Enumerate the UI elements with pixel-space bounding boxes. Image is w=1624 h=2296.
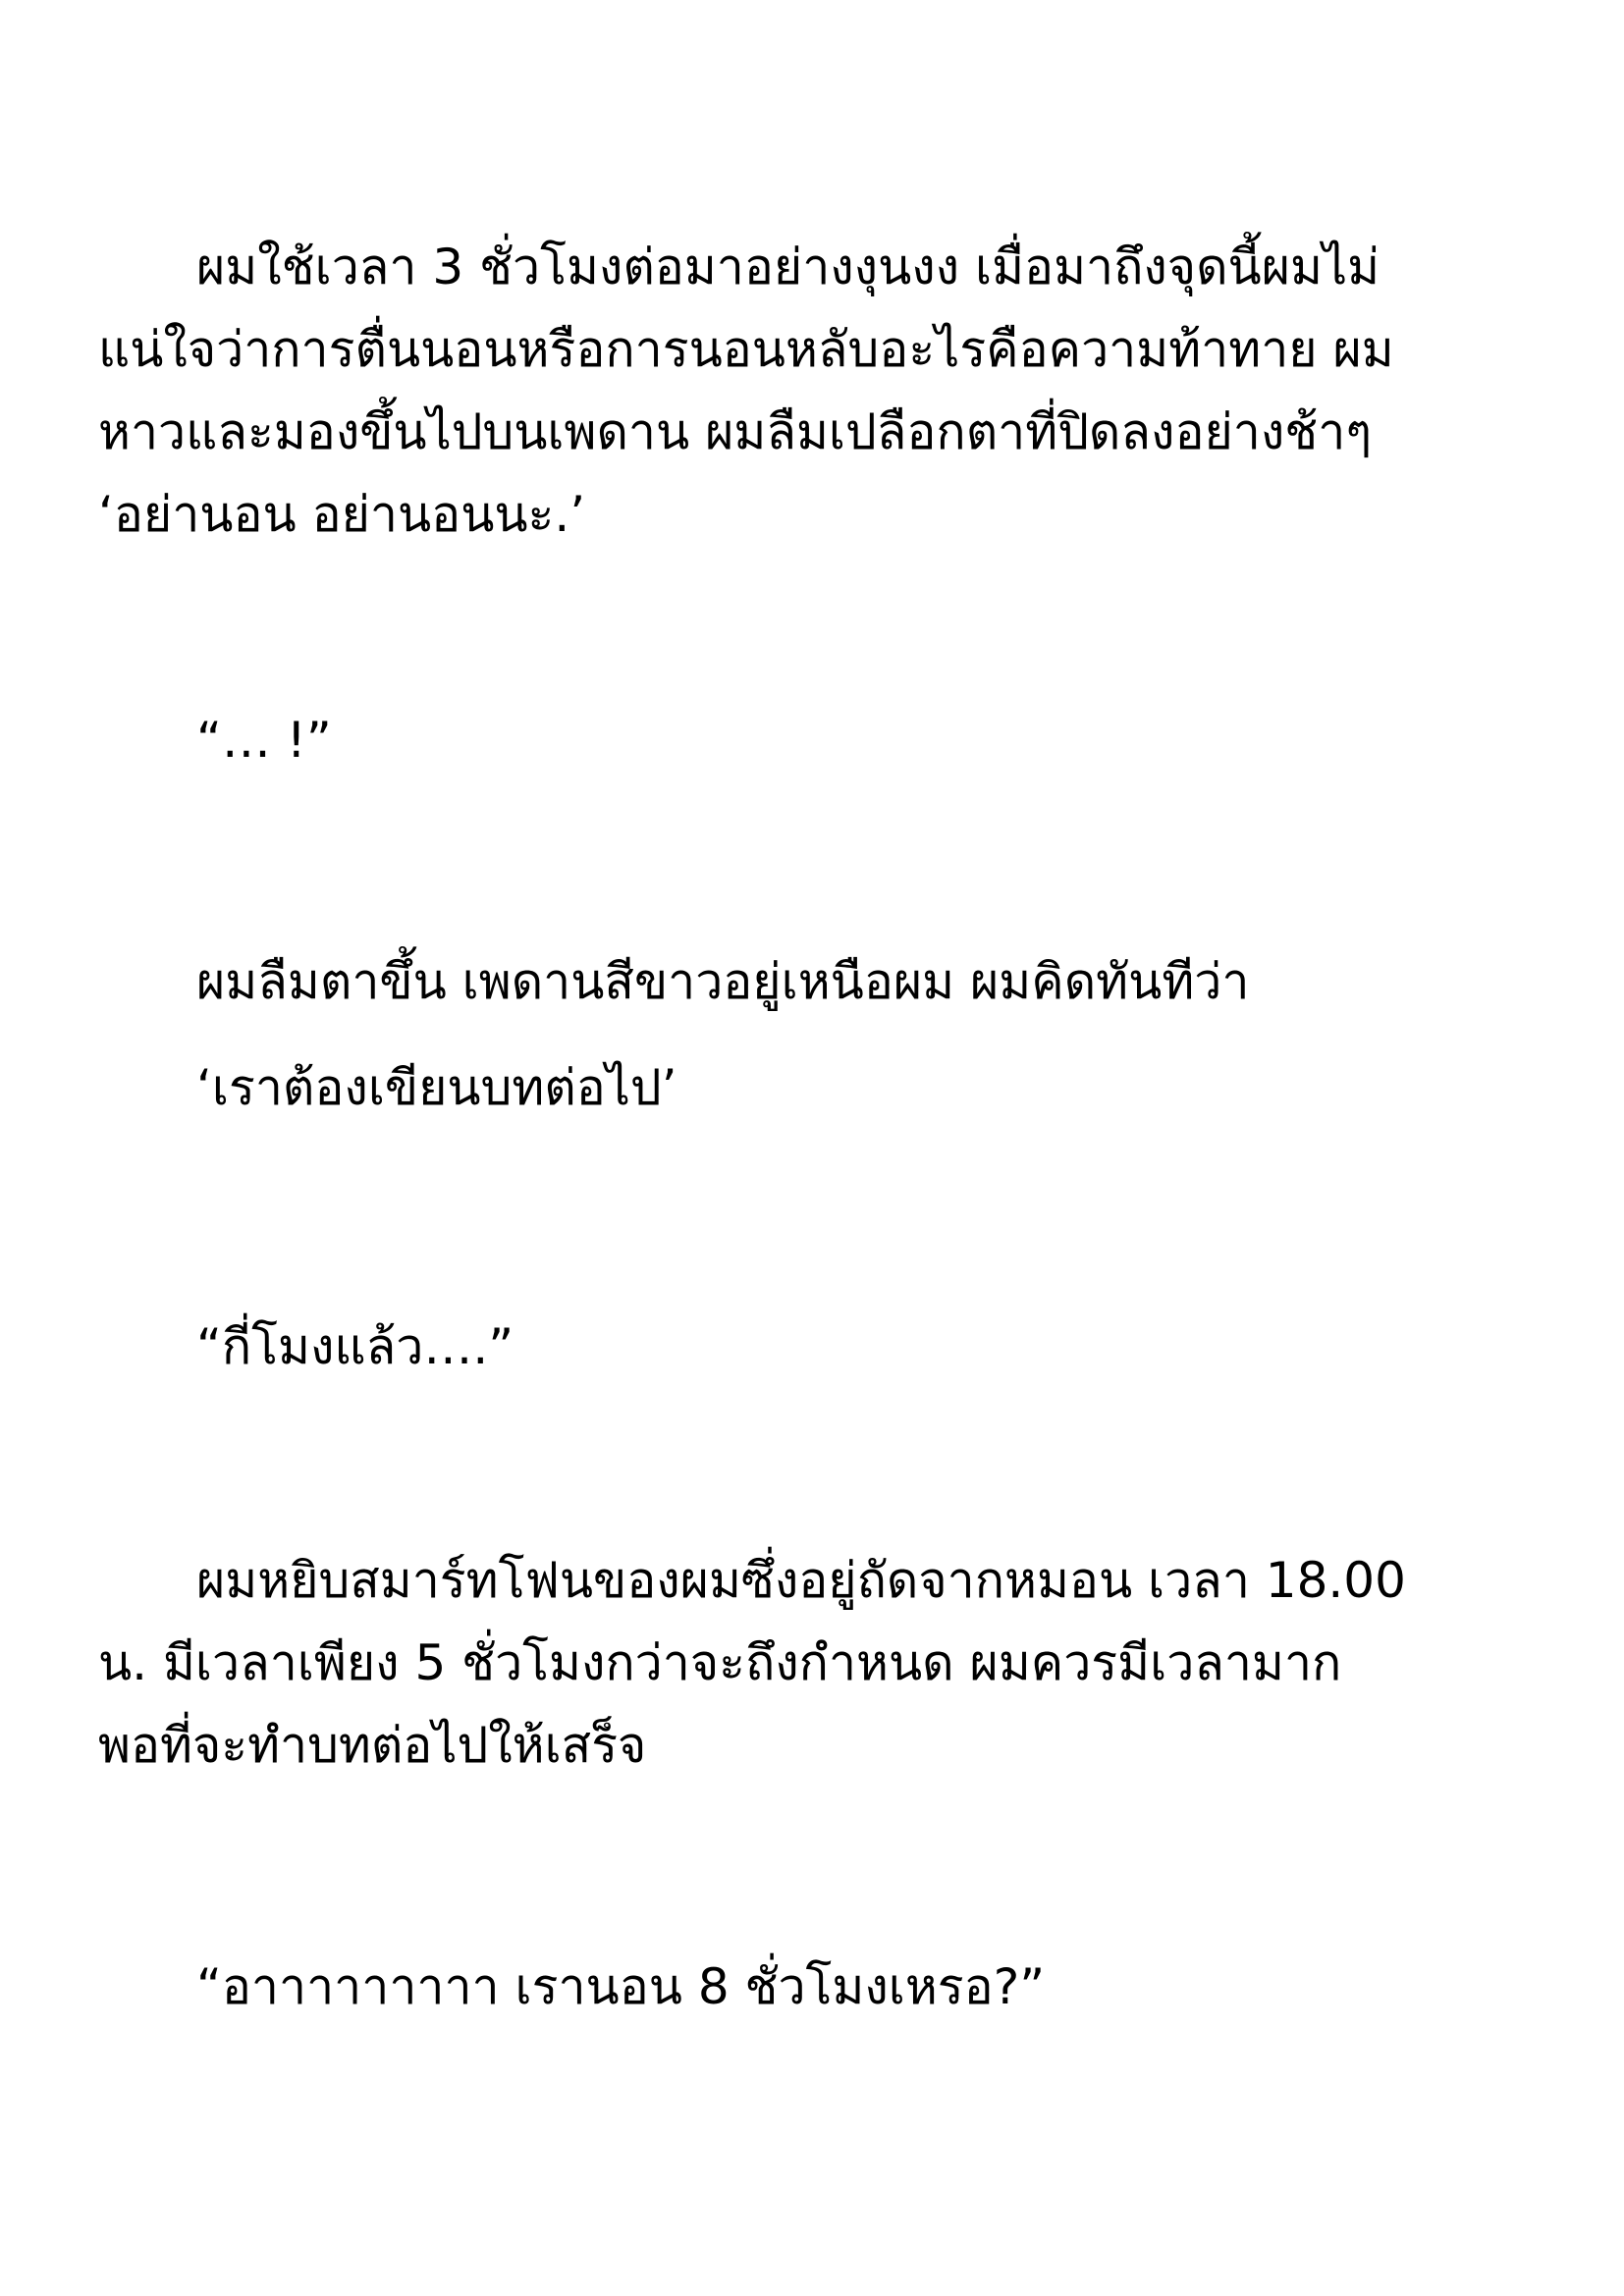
paragraph-3-line-1: ผมลืมตาขึ้น เพดานสีขาวอยู่เหนือผม ผมคิดทันทีว่า: [196, 953, 1250, 1010]
paragraph-1: [98, 226, 1502, 556]
paragraph-1-line-4: ‘อย่านอน อย่านอนนะ.’: [98, 486, 586, 543]
paragraph-1-line-1: ผมใช้เวลา 3 ชั่วโมงต่อมาอย่างงุนงง เมื่อมาถึงจุดนี้ผมไม่: [196, 239, 1380, 295]
paragraph-1-line-2: แน่ใจว่าการตื่นนอนหรือการนอนหลับอะไรคือความท้าทาย ผม: [98, 321, 1394, 378]
paragraph-3: [98, 940, 1502, 1023]
paragraph-6-line-1: ผมหยิบสมาร์ทโฟนของผมซึ่งอยู่ถัดจากหมอน เวลา 18.00: [196, 1552, 1406, 1609]
paragraph-4-line-1: ‘เราต้องเขียนบทต่อไป’: [196, 1059, 677, 1116]
paragraph-2-line-1: “… !”: [196, 712, 332, 769]
paragraph-5-line-1: “กี่โมงแล้ว….”: [196, 1318, 514, 1375]
paragraph-7-line-1: “อาาาาาาาาา เรานอน 8 ชั่วโมงเหรอ?”: [196, 1958, 1046, 2015]
paragraph-2: [98, 699, 1502, 781]
paragraph-6: [98, 1539, 1502, 1787]
paragraph-6-line-3: พอที่จะทำบทต่อไปให้เสร็จ: [98, 1717, 647, 1774]
paragraph-6-line-2: น. มีเวลาเพียง 5 ชั่วโมงกว่าจะถึงกำหนด ผมควรมีเวลามาก: [98, 1634, 1342, 1691]
paragraph-4: [98, 1046, 1502, 1129]
paragraph-1-line-3: หาวและมองขึ้นไปบนเพดาน ผมลืมเปลือกตาที่ปิดลงอย่างช้าๆ: [98, 403, 1373, 460]
paragraph-7: [98, 1946, 1502, 2028]
paragraph-5: [98, 1306, 1502, 1388]
